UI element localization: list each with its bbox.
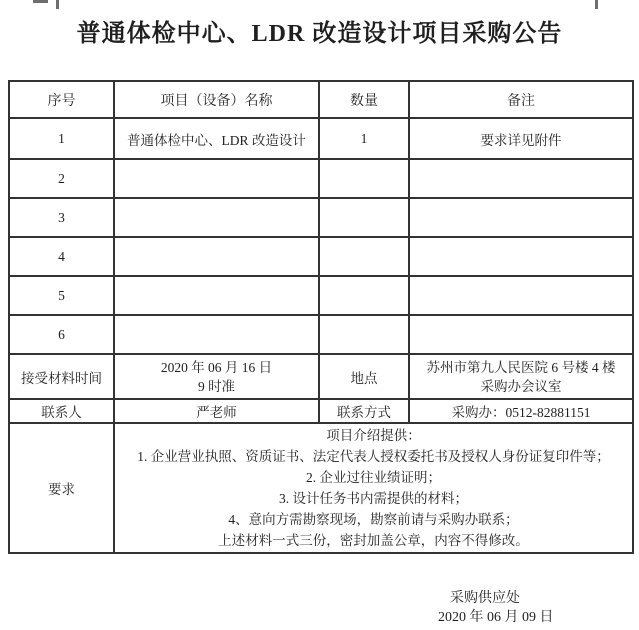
requirement-line: 项目介绍提供： [326, 428, 421, 443]
accept-time-label: 接受材料时间 [9, 354, 114, 399]
cell-qty [319, 315, 409, 354]
signature-block [438, 589, 554, 627]
cell-qty [319, 198, 409, 237]
cell-note [409, 237, 633, 276]
requirement-line: 3. 设计任务书内需提供的材料； [279, 491, 468, 506]
cell-qty: 1 [319, 118, 409, 159]
header-item-name: 项目（设备）名称 [114, 81, 319, 118]
cell-item-name [114, 276, 319, 315]
cell-qty [319, 159, 409, 198]
crop-artifact [56, 0, 59, 9]
accept-info-row [9, 354, 633, 399]
header-note: 备注 [409, 81, 633, 118]
location-line1: 苏州市第九人民医院 6 号楼 4 楼 [426, 359, 616, 375]
footer-department: 采购供应处 [450, 591, 520, 606]
table-row [9, 315, 633, 354]
table-header-row [9, 81, 633, 118]
cell-note [409, 159, 633, 198]
cell-seq: 4 [9, 237, 114, 276]
table-row [9, 118, 633, 159]
crop-artifact [33, 0, 48, 3]
requirement-line: 1. 企业营业执照、资质证书、法定代表人授权委托书及授权人身份证复印件等； [137, 449, 610, 464]
table-row [9, 237, 633, 276]
contact-method-value: 采购办：0512-82881151 [409, 399, 633, 423]
accept-time-line2: 9 时准 [197, 378, 236, 394]
cell-item-name [114, 198, 319, 237]
contact-label: 联系人 [9, 399, 114, 423]
page-title: 普通体检中心、LDR 改造设计项目采购公告 [76, 21, 563, 47]
requirement-line: 4、意向方需勘察现场，勘察前请与采购办联系； [228, 512, 519, 527]
cell-qty [319, 276, 409, 315]
cell-item-name [114, 315, 319, 354]
cell-qty [319, 237, 409, 276]
cell-note: 要求详见附件 [409, 118, 633, 159]
header-seq: 序号 [9, 81, 114, 118]
requirements-label: 要求 [9, 423, 114, 553]
cell-item-name: 普通体检中心、LDR 改造设计 [114, 118, 319, 159]
requirements-row [9, 423, 633, 553]
footer-date: 2020 年 06 月 09 日 [438, 610, 554, 625]
procurement-table [8, 80, 634, 554]
contact-method-label: 联系方式 [319, 399, 409, 423]
cell-seq: 3 [9, 198, 114, 237]
cell-note [409, 276, 633, 315]
requirement-line: 上述材料一式三份，密封加盖公章，内容不得修改。 [218, 533, 529, 548]
location-value [409, 354, 633, 399]
cell-seq: 2 [9, 159, 114, 198]
table-row [9, 159, 633, 198]
cell-item-name [114, 237, 319, 276]
contact-row [9, 399, 633, 423]
table-row [9, 276, 633, 315]
cell-note [409, 198, 633, 237]
requirement-line: 2. 企业过往业绩证明； [306, 470, 441, 485]
crop-artifact [595, 0, 598, 9]
requirements-content [114, 423, 633, 553]
cell-seq: 1 [9, 118, 114, 159]
cell-seq: 5 [9, 276, 114, 315]
cell-item-name [114, 159, 319, 198]
cell-seq: 6 [9, 315, 114, 354]
location-line2: 采购办会议室 [480, 378, 562, 394]
location-label: 地点 [319, 354, 409, 399]
header-qty: 数量 [319, 81, 409, 118]
accept-time-value [114, 354, 319, 399]
contact-value: 严老师 [114, 399, 319, 423]
accept-time-line1: 2020 年 06 月 16 日 [160, 359, 273, 375]
table-row [9, 198, 633, 237]
cell-note [409, 315, 633, 354]
